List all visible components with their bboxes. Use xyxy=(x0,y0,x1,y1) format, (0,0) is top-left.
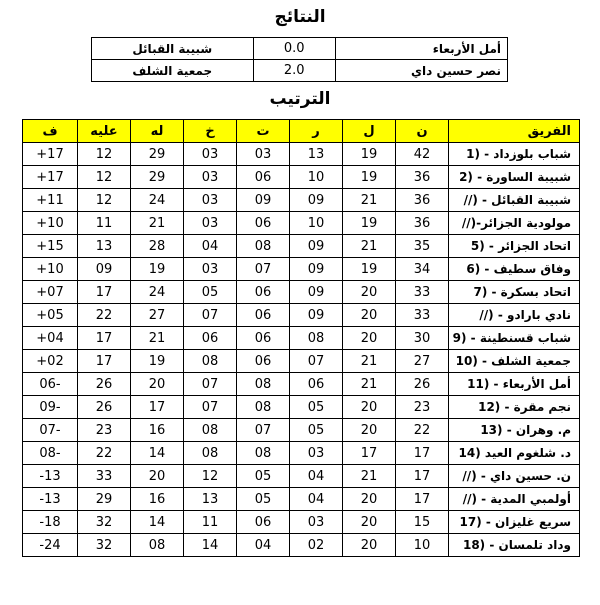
cell-won: 05 xyxy=(290,419,343,442)
cell-goals-for: 14 xyxy=(131,442,184,465)
cell-played: 20 xyxy=(343,327,396,350)
cell-goals-for: 17 xyxy=(131,396,184,419)
cell-drawn: 05 xyxy=(237,488,290,511)
cell-played: 21 xyxy=(343,189,396,212)
cell-lost: 08 xyxy=(184,419,237,442)
cell-goals-for: 16 xyxy=(131,488,184,511)
cell-drawn: 06 xyxy=(237,281,290,304)
cell-team: 10) - جمعية الشلف xyxy=(449,350,580,373)
table-row xyxy=(23,235,580,258)
table-row xyxy=(23,281,580,304)
cell-goals-against: 26 xyxy=(78,396,131,419)
cell-won: 05 xyxy=(290,396,343,419)
cell-lost: 08 xyxy=(184,350,237,373)
cell-played: 20 xyxy=(343,419,396,442)
result-row xyxy=(92,38,508,60)
cell-drawn: 06 xyxy=(237,212,290,235)
cell-played: 17 xyxy=(343,442,396,465)
cell-goal-diff: +07 xyxy=(23,281,78,304)
cell-team: 1) - شباب بلوزداد xyxy=(449,143,580,166)
cell-points: 27 xyxy=(396,350,449,373)
cell-goals-against: 32 xyxy=(78,534,131,557)
result-row xyxy=(92,60,508,82)
cell-team: 18) - وداد تلمسان xyxy=(449,534,580,557)
cell-lost: 11 xyxy=(184,511,237,534)
cell-team: 5) - اتحاد الجزائر xyxy=(449,235,580,258)
cell-won: 02 xyxy=(290,534,343,557)
cell-goals-against: 26 xyxy=(78,373,131,396)
cell-drawn: 06 xyxy=(237,350,290,373)
cell-drawn: 05 xyxy=(237,465,290,488)
cell-goal-diff: -18 xyxy=(23,511,78,534)
cell-won: 07 xyxy=(290,350,343,373)
cell-goal-diff: -13 xyxy=(23,465,78,488)
cell-goal-diff: +15 xyxy=(23,235,78,258)
standings-title: الترتيب xyxy=(269,89,331,109)
cell-won: 13 xyxy=(290,143,343,166)
cell-goal-diff: +17 xyxy=(23,143,78,166)
cell-goals-for: 20 xyxy=(131,373,184,396)
cell-points: 36 xyxy=(396,189,449,212)
cell-lost: 03 xyxy=(184,212,237,235)
cell-goal-diff: -13 xyxy=(23,488,78,511)
header-goals-against: عليه xyxy=(78,120,131,143)
cell-goals-against: 23 xyxy=(78,419,131,442)
cell-drawn: 08 xyxy=(237,373,290,396)
cell-goals-for: 14 xyxy=(131,511,184,534)
header-lost: خ xyxy=(184,120,237,143)
cell-lost: 05 xyxy=(184,281,237,304)
cell-won: 09 xyxy=(290,235,343,258)
cell-lost: 07 xyxy=(184,304,237,327)
cell-goal-diff: +11 xyxy=(23,189,78,212)
cell-points: 42 xyxy=(396,143,449,166)
cell-lost: 07 xyxy=(184,396,237,419)
cell-goals-for: 20 xyxy=(131,465,184,488)
cell-won: 10 xyxy=(290,212,343,235)
cell-team: 17) - سريع غليزان xyxy=(449,511,580,534)
table-row xyxy=(23,511,580,534)
cell-points: 10 xyxy=(396,534,449,557)
cell-goal-diff: +10 xyxy=(23,212,78,235)
cell-goal-diff: +10 xyxy=(23,258,78,281)
cell-goals-for: 27 xyxy=(131,304,184,327)
cell-goals-for: 19 xyxy=(131,258,184,281)
header-drawn: ت xyxy=(237,120,290,143)
cell-points: 33 xyxy=(396,281,449,304)
cell-won: 09 xyxy=(290,281,343,304)
cell-won: 09 xyxy=(290,258,343,281)
cell-lost: 13 xyxy=(184,488,237,511)
cell-team: //) - شبيبة القبائل xyxy=(449,189,580,212)
cell-drawn: 08 xyxy=(237,442,290,465)
cell-points: 33 xyxy=(396,304,449,327)
cell-goals-for: 28 xyxy=(131,235,184,258)
result-away-team: جمعية الشلف xyxy=(92,60,254,82)
cell-team: 6) - وفاق سطيف xyxy=(449,258,580,281)
cell-lost: 03 xyxy=(184,189,237,212)
cell-drawn: 08 xyxy=(237,396,290,419)
cell-goals-against: 12 xyxy=(78,143,131,166)
cell-points: 15 xyxy=(396,511,449,534)
table-row xyxy=(23,166,580,189)
cell-lost: 07 xyxy=(184,373,237,396)
table-row xyxy=(23,419,580,442)
cell-lost: 03 xyxy=(184,258,237,281)
cell-goals-against: 22 xyxy=(78,304,131,327)
cell-goals-against: 13 xyxy=(78,235,131,258)
cell-team: //) - نادي بارادو xyxy=(449,304,580,327)
cell-goal-diff: +02 xyxy=(23,350,78,373)
cell-played: 20 xyxy=(343,281,396,304)
table-row xyxy=(23,258,580,281)
cell-points: 36 xyxy=(396,166,449,189)
table-row xyxy=(23,396,580,419)
table-row xyxy=(23,488,580,511)
cell-played: 20 xyxy=(343,396,396,419)
cell-drawn: 04 xyxy=(237,534,290,557)
cell-points: 30 xyxy=(396,327,449,350)
cell-goal-diff: +05 xyxy=(23,304,78,327)
cell-goals-for: 24 xyxy=(131,189,184,212)
cell-team: 12) - نجم مقرة xyxy=(449,396,580,419)
result-home-team: نصر حسين داي xyxy=(335,60,507,82)
table-row xyxy=(23,373,580,396)
cell-goal-diff: -24 xyxy=(23,534,78,557)
cell-won: 08 xyxy=(290,327,343,350)
result-away-team: شبيبة القبائل xyxy=(92,38,254,60)
cell-goals-for: 08 xyxy=(131,534,184,557)
cell-team: 11) - أمل الأربعاء xyxy=(449,373,580,396)
cell-points: 17 xyxy=(396,488,449,511)
cell-played: 19 xyxy=(343,212,396,235)
cell-goals-against: 17 xyxy=(78,350,131,373)
header-team: الفريق xyxy=(449,120,580,143)
header-points: ن xyxy=(396,120,449,143)
cell-goals-against: 09 xyxy=(78,258,131,281)
cell-team: 14) د. شلغوم العيد xyxy=(449,442,580,465)
cell-points: 26 xyxy=(396,373,449,396)
cell-drawn: 07 xyxy=(237,419,290,442)
results-table xyxy=(91,37,508,82)
cell-won: 04 xyxy=(290,465,343,488)
cell-goals-for: 21 xyxy=(131,212,184,235)
cell-goals-against: 32 xyxy=(78,511,131,534)
cell-drawn: 06 xyxy=(237,166,290,189)
header-won: ر xyxy=(290,120,343,143)
cell-points: 35 xyxy=(396,235,449,258)
table-row xyxy=(23,534,580,557)
cell-goals-against: 29 xyxy=(78,488,131,511)
cell-goals-against: 17 xyxy=(78,327,131,350)
header-played: ل xyxy=(343,120,396,143)
cell-played: 19 xyxy=(343,166,396,189)
cell-played: 20 xyxy=(343,304,396,327)
standings-table xyxy=(22,119,580,557)
cell-won: 09 xyxy=(290,189,343,212)
table-row xyxy=(23,189,580,212)
cell-points: 22 xyxy=(396,419,449,442)
header-goals-for: له xyxy=(131,120,184,143)
cell-won: 03 xyxy=(290,511,343,534)
cell-team: 7) - اتحاد بسكرة xyxy=(449,281,580,304)
cell-points: 17 xyxy=(396,442,449,465)
cell-played: 20 xyxy=(343,488,396,511)
cell-points: 23 xyxy=(396,396,449,419)
cell-played: 19 xyxy=(343,258,396,281)
cell-won: 03 xyxy=(290,442,343,465)
cell-played: 21 xyxy=(343,235,396,258)
cell-lost: 12 xyxy=(184,465,237,488)
cell-won: 04 xyxy=(290,488,343,511)
cell-drawn: 08 xyxy=(237,235,290,258)
table-row xyxy=(23,212,580,235)
cell-goal-diff: 09- xyxy=(23,396,78,419)
cell-goals-against: 12 xyxy=(78,189,131,212)
cell-won: 06 xyxy=(290,373,343,396)
cell-drawn: 06 xyxy=(237,304,290,327)
cell-team: 13) - م. وهران xyxy=(449,419,580,442)
cell-goals-against: 11 xyxy=(78,212,131,235)
cell-points: 34 xyxy=(396,258,449,281)
cell-drawn: 06 xyxy=(237,511,290,534)
cell-points: 17 xyxy=(396,465,449,488)
cell-played: 20 xyxy=(343,511,396,534)
cell-won: 10 xyxy=(290,166,343,189)
cell-goal-diff: 06- xyxy=(23,373,78,396)
cell-drawn: 09 xyxy=(237,189,290,212)
cell-played: 19 xyxy=(343,143,396,166)
cell-won: 09 xyxy=(290,304,343,327)
table-row xyxy=(23,465,580,488)
cell-goals-for: 29 xyxy=(131,166,184,189)
header-goal-diff: ف xyxy=(23,120,78,143)
cell-lost: 03 xyxy=(184,166,237,189)
cell-team: 9) - شباب قسنطينة xyxy=(449,327,580,350)
result-score: 0.0 xyxy=(253,38,335,60)
result-home-team: أمل الأربعاء xyxy=(335,38,507,60)
standings-header-row xyxy=(23,120,580,143)
cell-goals-for: 24 xyxy=(131,281,184,304)
table-row xyxy=(23,350,580,373)
cell-lost: 03 xyxy=(184,143,237,166)
cell-drawn: 07 xyxy=(237,258,290,281)
cell-goal-diff: +04 xyxy=(23,327,78,350)
cell-goals-for: 16 xyxy=(131,419,184,442)
result-score: 2.0 xyxy=(253,60,335,82)
table-row xyxy=(23,304,580,327)
cell-team: 2) - شبيبة الساورة xyxy=(449,166,580,189)
cell-goals-for: 19 xyxy=(131,350,184,373)
cell-played: 20 xyxy=(343,534,396,557)
cell-drawn: 06 xyxy=(237,327,290,350)
cell-goals-against: 17 xyxy=(78,281,131,304)
cell-team: //) - ن. حسين داي xyxy=(449,465,580,488)
table-row xyxy=(23,327,580,350)
cell-played: 21 xyxy=(343,465,396,488)
cell-played: 21 xyxy=(343,350,396,373)
cell-goal-diff: 07- xyxy=(23,419,78,442)
cell-goals-against: 22 xyxy=(78,442,131,465)
cell-lost: 06 xyxy=(184,327,237,350)
table-row xyxy=(23,143,580,166)
cell-lost: 04 xyxy=(184,235,237,258)
table-row xyxy=(23,442,580,465)
cell-goals-for: 21 xyxy=(131,327,184,350)
cell-goal-diff: +17 xyxy=(23,166,78,189)
cell-team: //)-مولودية الجزائر xyxy=(449,212,580,235)
cell-played: 21 xyxy=(343,373,396,396)
cell-goals-against: 12 xyxy=(78,166,131,189)
cell-drawn: 03 xyxy=(237,143,290,166)
cell-lost: 08 xyxy=(184,442,237,465)
cell-points: 36 xyxy=(396,212,449,235)
results-title: النتائج xyxy=(274,7,326,27)
cell-lost: 14 xyxy=(184,534,237,557)
cell-goals-against: 33 xyxy=(78,465,131,488)
cell-goals-for: 29 xyxy=(131,143,184,166)
cell-goal-diff: 08- xyxy=(23,442,78,465)
cell-team: //) - أولمبي المدية xyxy=(449,488,580,511)
